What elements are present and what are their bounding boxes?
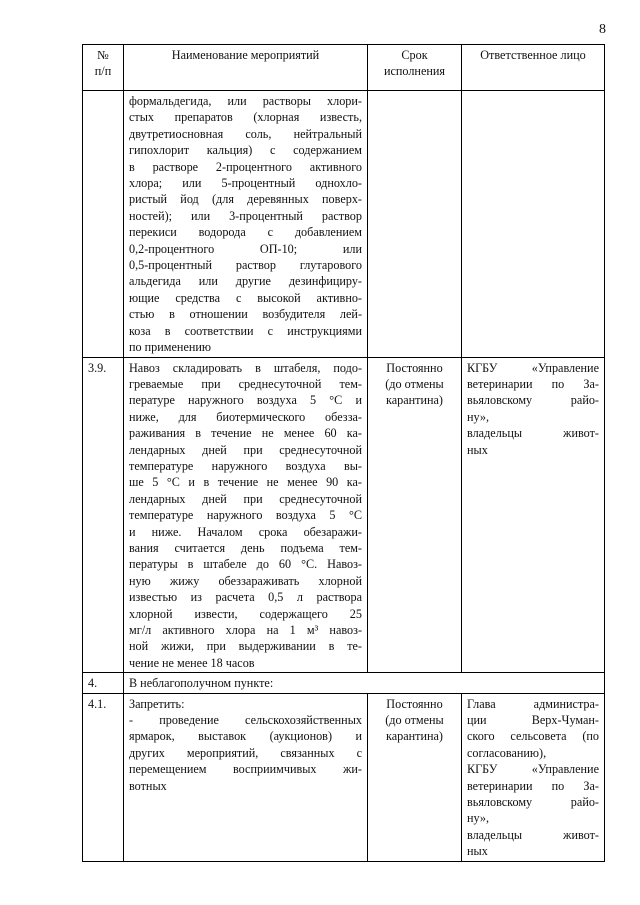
- text-line: мг/л активного хлора на 1 м³ навоз-: [129, 623, 362, 637]
- responsible-empty: [462, 91, 605, 358]
- responsible-text: [462, 357, 605, 673]
- text-line: лендарных дней при среднесуточной: [129, 442, 362, 457]
- text-line: известью из расчета 0,5 л раствора: [129, 590, 362, 605]
- row-num: 3.9.: [83, 357, 124, 673]
- responsible-line: ну»,: [467, 811, 490, 826]
- text-line: стых препаратов (хлорная известь,: [129, 110, 362, 125]
- text-line: Запретить:: [129, 696, 185, 711]
- section-heading: В неблагополучном пункте:: [124, 673, 605, 693]
- table-row-4: [83, 673, 605, 693]
- responsible-line: согласованию),: [467, 745, 547, 760]
- text-line: гипохлорит кальция) с содержанием: [129, 143, 362, 158]
- header-num: [83, 45, 124, 91]
- responsible-line: вьяловскому райо-: [467, 393, 599, 408]
- header-term: [368, 45, 462, 91]
- measures-table: [82, 44, 605, 862]
- term-line: (до отмены: [385, 713, 444, 728]
- header-responsible: Ответственное лицо: [462, 45, 605, 91]
- text-line: 0,2-процентного ОП-10; или: [129, 241, 362, 256]
- text-line: вания считается день подъема тем-: [129, 540, 362, 555]
- text-line: перекиси водорода с добавлением: [129, 225, 362, 240]
- responsible-text: [462, 693, 605, 861]
- measure-text: [124, 693, 368, 861]
- text-line: пературе наружного воздуха 5 °С и: [129, 393, 362, 408]
- header-term-line: исполнения: [383, 64, 446, 79]
- header-num-line: п/п: [94, 64, 112, 79]
- text-line: лендарных дней при среднесуточной: [129, 491, 362, 506]
- text-line: ше 5 °С и в течение не менее 90 ка-: [129, 475, 362, 490]
- header-name: Наименование мероприятий: [124, 45, 368, 91]
- term-line: (до отмены: [385, 376, 444, 391]
- responsible-line: ского сельсовета (по: [467, 729, 599, 744]
- text-line: альдегида или другие дезинфициру-: [129, 274, 362, 289]
- text-line: вотных: [129, 778, 167, 793]
- term-empty: [368, 91, 462, 358]
- responsible-line: ции Верх-Чуман-: [467, 713, 599, 728]
- responsible-line: ветеринарии по За-: [467, 778, 599, 793]
- text-line: ной жижи, при выдерживании в те-: [129, 639, 362, 654]
- text-line: ниже, для биотермического обезза-: [129, 409, 362, 424]
- text-line: и ниже. Началом срока обезаражи-: [129, 524, 362, 539]
- row-num: 4.: [83, 673, 124, 693]
- header-num-line: №: [97, 48, 109, 62]
- measure-text: [124, 357, 368, 673]
- text-line: стью в отношении возбудителя лей-: [129, 307, 362, 322]
- text-line: хлорной извести, содержащего 25: [129, 606, 362, 621]
- responsible-line: владельцы живот-: [467, 827, 599, 842]
- text-line: хлора; или 5-процентный однохло-: [129, 176, 362, 191]
- page-number: 8: [599, 22, 606, 37]
- text-line: ярмарок, выставок (аукционов) и: [129, 729, 362, 744]
- responsible-line: ветеринарии по За-: [467, 376, 599, 391]
- text-line: чение не менее 18 часов: [129, 655, 255, 670]
- text-line: температуре наружного воздуха вы-: [129, 458, 362, 473]
- text-line: двутретиосновная соль, нейтральный: [129, 126, 362, 141]
- term-line: Постоянно: [386, 360, 443, 375]
- text-line: ностей); или 3-процентный раствор: [129, 208, 362, 223]
- responsible-line: ну»,: [467, 409, 490, 424]
- table-header-row: [83, 45, 605, 91]
- table-row-3-9: [83, 357, 605, 673]
- row-num-empty: [83, 91, 124, 358]
- term-line: карантина): [385, 729, 443, 744]
- responsible-line: ных: [467, 442, 488, 457]
- text-line: Навоз складировать в штабеля, подо-: [129, 360, 362, 375]
- table-row-4-1: [83, 693, 605, 861]
- responsible-line: КГБУ «Управление: [467, 360, 599, 375]
- term-line: карантина): [385, 393, 443, 408]
- text-line: формальдегида, или растворы хлори-: [129, 94, 362, 108]
- responsible-line: вьяловскому райо-: [467, 795, 599, 810]
- term-text: [368, 357, 462, 673]
- text-line: ную жижу обеззараживать хлорной: [129, 573, 362, 588]
- text-line: - проведение сельскохозяйственных: [129, 713, 362, 728]
- text-line: ющие средства с высокой активно-: [129, 290, 362, 305]
- text-line: температуре наружного воздуха 5 °С: [129, 508, 362, 523]
- text-line: в растворе 2-процентного активного: [129, 159, 362, 174]
- row-num: 4.1.: [83, 693, 124, 861]
- term-text: [368, 693, 462, 861]
- text-line: перемещением восприимчивых жи-: [129, 762, 362, 777]
- text-line: раживания в течение не менее 60 ка-: [129, 426, 362, 441]
- responsible-line: владельцы живот-: [467, 426, 599, 441]
- responsible-line: Глава администра-: [467, 696, 599, 711]
- term-line: Постоянно: [386, 696, 443, 711]
- table-row-continuation: [83, 91, 605, 358]
- continuation-text: [124, 91, 368, 358]
- responsible-line: ных: [467, 844, 488, 859]
- text-line: 0,5-процентный раствор глутарового: [129, 258, 362, 273]
- text-line: греваемые при среднесуточной тем-: [129, 376, 362, 391]
- text-line: других мероприятий, связанных с: [129, 745, 362, 760]
- responsible-line: КГБУ «Управление: [467, 762, 599, 777]
- text-line: ристый йод (для деревянных поверх-: [129, 192, 362, 207]
- text-line: пературы в штабеле до 60 °С. Навоз-: [129, 557, 362, 572]
- text-line: по применению: [129, 340, 212, 355]
- text-line: коза в соответствии с инструкциями: [129, 323, 362, 338]
- header-term-line: Срок: [401, 48, 428, 62]
